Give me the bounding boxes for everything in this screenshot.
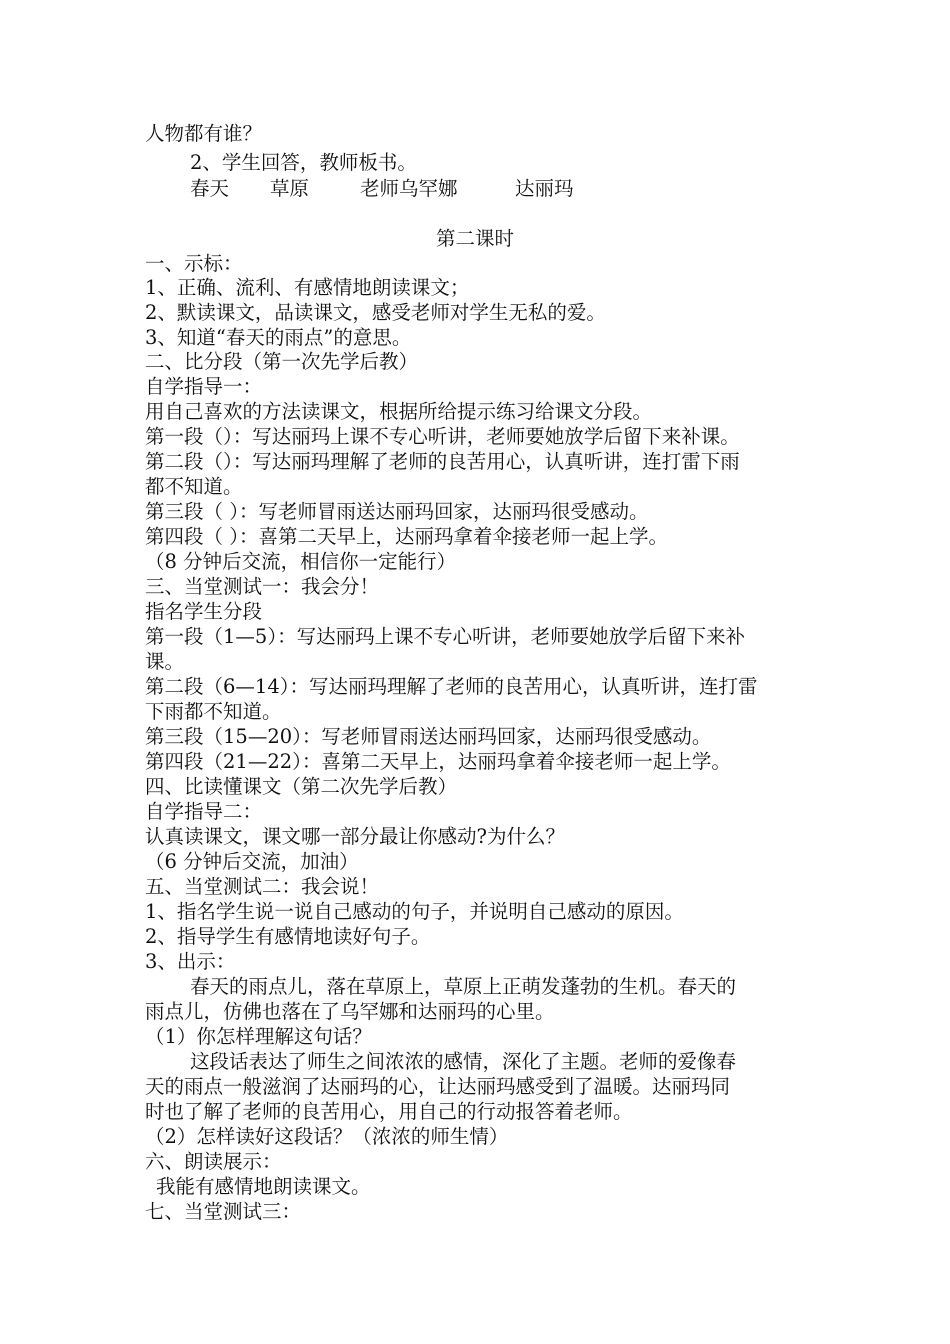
list-item: 1、指名学生说一说自己感动的句子，并说明自己感动的原因。 <box>145 900 684 923</box>
text-line: 人物都有谁？ <box>145 122 263 145</box>
word-dalima: 达丽玛 <box>515 177 574 200</box>
list-item: 2、指导学生有感情地读好句子。 <box>145 925 431 948</box>
paragraph-item-cont: 下雨都不知道。 <box>145 700 282 723</box>
quote-line: 春天的雨点儿，落在草原上，草原上正萌发蓬勃的生机。春天的 <box>190 975 737 998</box>
answer-line: 时也了解了老师的良苦用心，用自己的行动报答着老师。 <box>145 1100 633 1123</box>
note: （6 分钟后交流，加油） <box>145 850 359 873</box>
paragraph-item: 第三段（15—20）：写老师冒雨送达丽玛回家，达丽玛很受感动。 <box>145 725 712 748</box>
paragraph-item-cont: 课。 <box>145 650 185 673</box>
goal-item: 3、知道“春天的雨点”的意思。 <box>145 326 412 349</box>
section-title: 六、朗读展示： <box>145 1150 282 1173</box>
list-item: 3、出示： <box>145 950 236 973</box>
answer-line: 天的雨点一般滋润了达丽玛的心，让达丽玛感受到了温暖。达丽玛同 <box>145 1075 731 1098</box>
text-line: 指名学生分段 <box>145 600 263 623</box>
text-line: 认真读课文，课文哪一部分最让你感动?为什么？ <box>145 825 565 848</box>
section-title: 七、当堂测试三： <box>145 1200 302 1223</box>
section-title: 五、当堂测试二：我会说！ <box>145 875 380 898</box>
paragraph-item-cont: 都不知道。 <box>145 475 243 498</box>
section-title: 一、示标： <box>145 252 243 275</box>
quote-line: 雨点儿，仿佛也落在了乌罕娜和达丽玛的心里。 <box>145 1000 555 1023</box>
question: （2）怎样读好这段话？（浓浓的师生情） <box>145 1125 509 1148</box>
word-grassland: 草原 <box>270 177 310 200</box>
note: （8 分钟后交流，相信你一定能行） <box>145 550 457 573</box>
word-teacher: 老师乌罕娜 <box>360 177 458 200</box>
text-line: 2、学生回答，教师板书。 <box>190 151 417 174</box>
paragraph-item: 第四段（ ）：喜第二天早上，达丽玛拿着伞接老师一起上学。 <box>145 525 668 548</box>
blackboard-words <box>190 176 860 202</box>
paragraph-item: 第二段（）：写达丽玛理解了老师的良苦用心，认真听讲，连打雷下雨 <box>145 450 740 473</box>
section-title: 四、比读懂课文（第二次先学后教） <box>145 775 458 798</box>
paragraph-item: 第四段（21—22）：喜第二天早上，达丽玛拿着伞接老师一起上学。 <box>145 750 731 773</box>
lesson-heading: 第二课时 <box>435 227 514 250</box>
question: （1）你怎样理解这句话？ <box>145 1025 372 1048</box>
guide-title: 自学指导二： <box>145 800 263 823</box>
guide-title: 自学指导一： <box>145 375 263 398</box>
text-line: 我能有感情地朗读课文。 <box>156 1175 371 1198</box>
section-title: 三、当堂测试一：我会分！ <box>145 575 380 598</box>
goal-item: 1、正确、流利、有感情地朗读课文； <box>145 276 470 299</box>
answer-line: 这段话表达了师生之间浓浓的感情，深化了主题。老师的爱像春 <box>190 1050 737 1073</box>
text-line: 用自己喜欢的方法读课文，根据所给提示练习给课文分段。 <box>145 400 653 423</box>
paragraph-item: 第二段（6—14）：写达丽玛理解了老师的良苦用心，认真听讲，连打雷 <box>145 675 758 698</box>
paragraph-item: 第三段（ ）：写老师冒雨送达丽玛回家，达丽玛很受感动。 <box>145 500 649 523</box>
paragraph-item: 第一段（1—5）：写达丽玛上课不专心听讲，老师要她放学后留下来补 <box>145 625 746 648</box>
goal-item: 2、默读课文，品读课文，感受老师对学生无私的爱。 <box>145 301 606 324</box>
section-title: 二、比分段（第一次先学后教） <box>145 350 419 373</box>
paragraph-item: 第一段（）：写达丽玛上课不专心听讲，老师要她放学后留下来补课。 <box>145 425 740 448</box>
word-spring: 春天 <box>190 177 230 200</box>
